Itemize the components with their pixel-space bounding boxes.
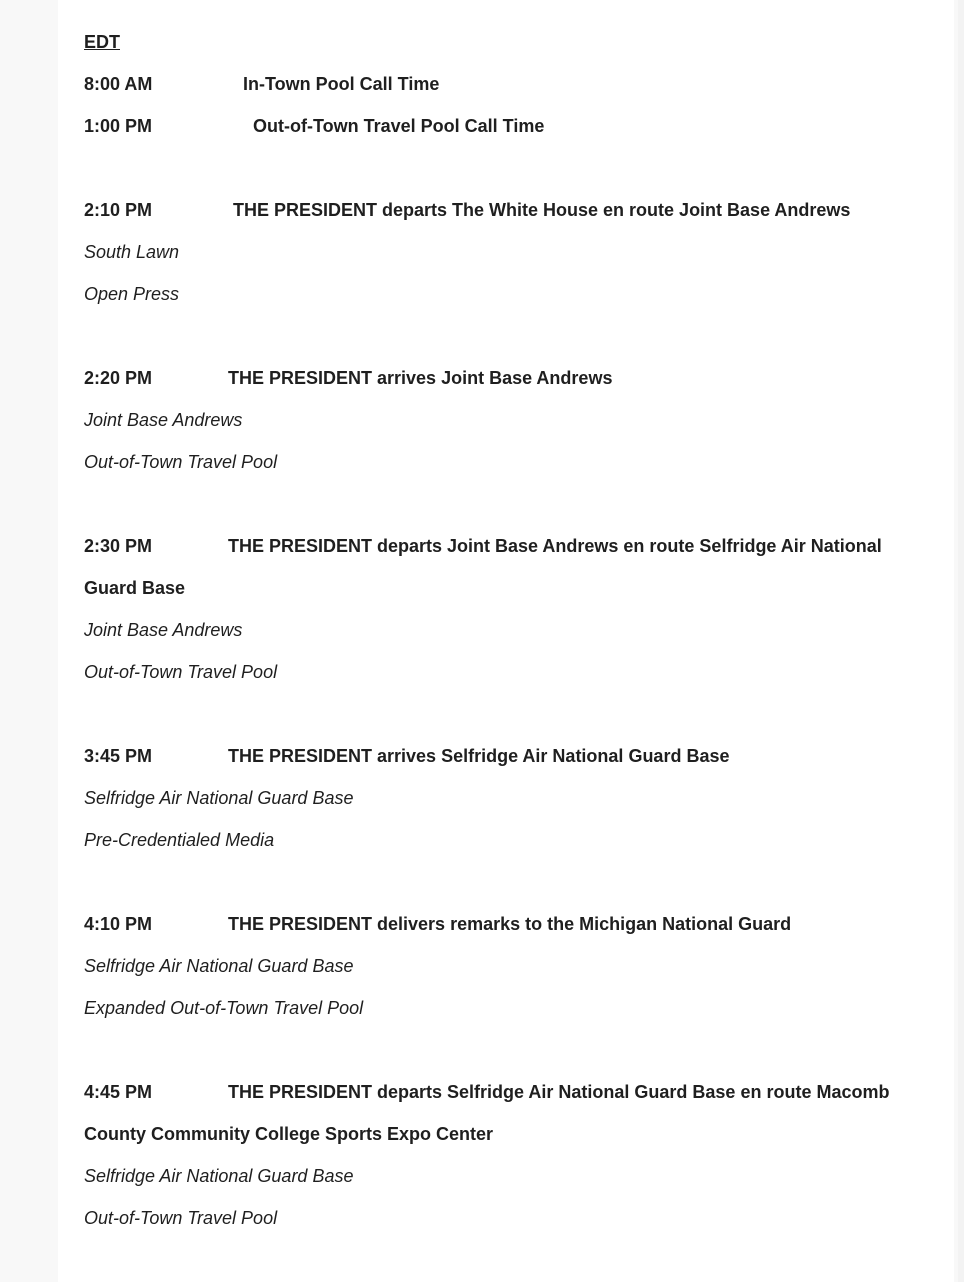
event-coverage: Out-of-Town Travel Pool bbox=[84, 662, 278, 682]
event-coverage: Pre-Credentialed Media bbox=[84, 830, 275, 850]
event-coverage: Expanded Out-of-Town Travel Pool bbox=[84, 998, 364, 1018]
event-time: 2:20 PM bbox=[84, 368, 153, 388]
page-edge bbox=[958, 0, 964, 1282]
event-coverage: Open Press bbox=[84, 284, 180, 304]
call-time-label: Out-of-Town Travel Pool Call Time bbox=[253, 116, 545, 136]
event-coverage: Out-of-Town Travel Pool bbox=[84, 1208, 278, 1228]
event-time: 4:45 PM bbox=[84, 1082, 153, 1102]
event-coverage: Out-of-Town Travel Pool bbox=[84, 452, 278, 472]
event-title: THE PRESIDENT departs The White House en route Joint Base Andrews bbox=[233, 200, 851, 220]
event-location: Selfridge Air National Guard Base bbox=[84, 788, 354, 808]
event-location: South Lawn bbox=[84, 242, 180, 262]
event-location: Joint Base Andrews bbox=[84, 410, 243, 430]
event-title-continued: Guard Base bbox=[84, 578, 186, 598]
event-title: THE PRESIDENT arrives Joint Base Andrews bbox=[228, 368, 613, 388]
event-title: THE PRESIDENT departs Selfridge Air National Guard Base en route Macomb bbox=[228, 1082, 890, 1102]
timezone-label: EDT bbox=[84, 32, 120, 52]
event-title-continued: County Community College Sports Expo Center bbox=[84, 1124, 494, 1144]
event-time: 3:45 PM bbox=[84, 746, 153, 766]
event-time: 2:10 PM bbox=[84, 200, 153, 220]
call-time-time: 8:00 AM bbox=[84, 74, 153, 94]
call-time-label: In-Town Pool Call Time bbox=[243, 74, 440, 94]
event-location: Selfridge Air National Guard Base bbox=[84, 956, 354, 976]
event-title: THE PRESIDENT arrives Selfridge Air National Guard Base bbox=[228, 746, 730, 766]
event-title: THE PRESIDENT departs Joint Base Andrews en route Selfridge Air National bbox=[228, 536, 882, 556]
call-time-time: 1:00 PM bbox=[84, 116, 153, 136]
event-location: Joint Base Andrews bbox=[84, 620, 243, 640]
schedule-document bbox=[58, 0, 954, 1282]
event-time: 2:30 PM bbox=[84, 536, 153, 556]
event-location: Selfridge Air National Guard Base bbox=[84, 1166, 354, 1186]
event-time: 4:10 PM bbox=[84, 914, 153, 934]
event-title: THE PRESIDENT delivers remarks to the Michigan National Guard bbox=[228, 914, 792, 934]
